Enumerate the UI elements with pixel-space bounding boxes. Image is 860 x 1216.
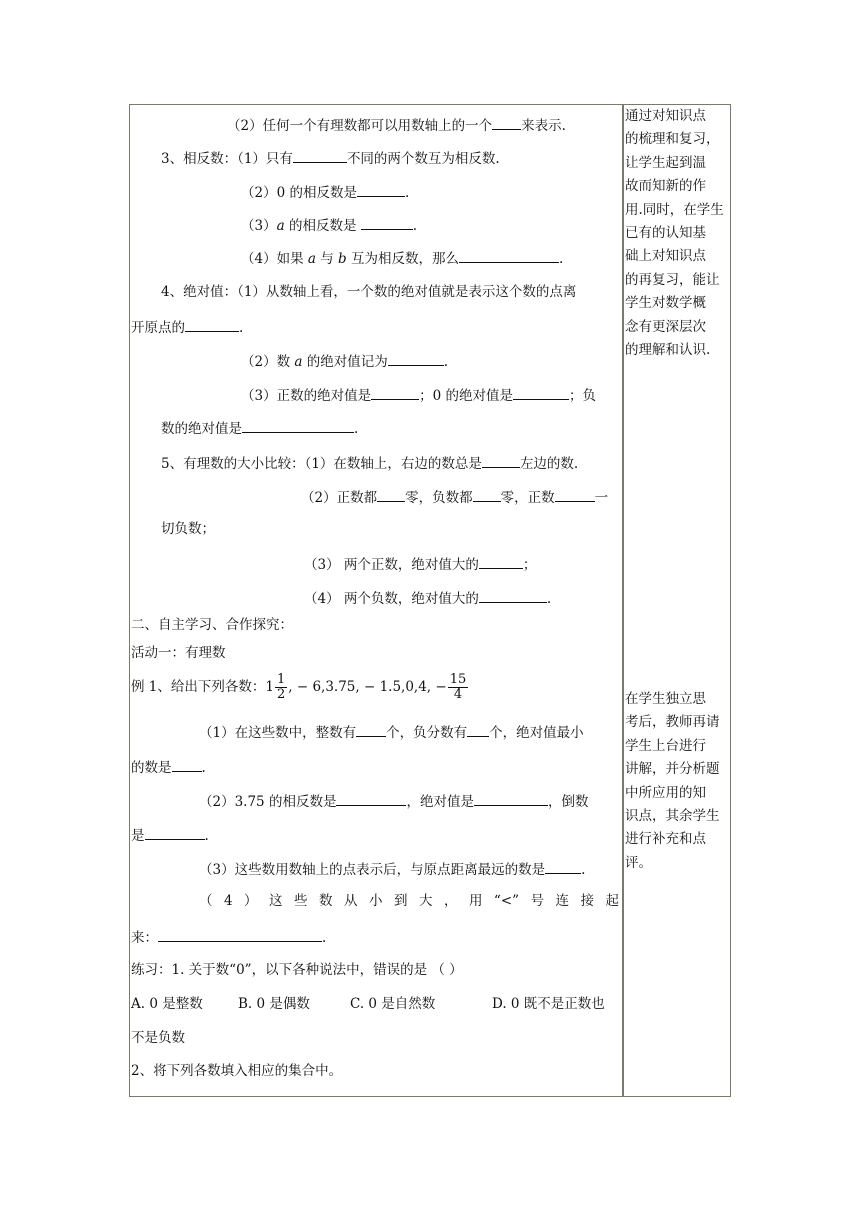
- fill-blank: [388, 352, 444, 366]
- fill-blank: [158, 928, 322, 942]
- fill-blank: [145, 826, 205, 840]
- text-line: 数的绝对值是 .: [161, 421, 359, 437]
- option-b: B. 0 是偶数: [238, 996, 310, 1012]
- text-line: 开原点的 .: [131, 320, 244, 336]
- fill-blank: [467, 723, 489, 737]
- fill-blank: [172, 758, 202, 772]
- text-line: （4） 两个负数，绝对值大的 .: [304, 591, 552, 607]
- fraction-fifteen-fourths: $\frac{15}{4}$: [449, 672, 467, 702]
- fill-blank: [293, 149, 347, 163]
- text-line: （2）3.75 的相反数是 ，绝对值是 ，倒数: [199, 794, 589, 810]
- fill-blank: [371, 386, 419, 400]
- text-line: 的数是 .: [131, 760, 206, 776]
- text-line: 5、有理数的大小比较：（1）在数轴上，右边的数总是 左边的数.: [161, 456, 579, 472]
- teaching-note-review: 通过对知识点 的梳理和复习， 让学生起到温 故而知新的作 用.同时，在学生 已有的认知基 础上对知识点 的再复习，能让 学生对数学概 念有更深层次 的理解和认识.: [625, 108, 724, 359]
- fill-blank: [492, 116, 521, 130]
- teaching-note-activity: 在学生独立思 考后，教师再请 学生上台进行 讲解，并分析题 中所应用的知 识点，其余学生 进行补充和点 评。: [625, 691, 720, 871]
- exercise-question: 练习：1. 关于数“0”，以下各种说法中，错误的是 （ ）: [131, 962, 463, 978]
- fill-blank: [357, 183, 405, 197]
- text-line: 4、绝对值：（1）从数轴上看，一个数的绝对值就是表示这个数的点离: [161, 284, 577, 300]
- fill-blank: [473, 488, 501, 502]
- fill-blank: [242, 419, 354, 433]
- text-line: （2）正数都 零，负数都 零，正数 一: [301, 490, 609, 506]
- section-heading: 二、自主学习、合作探究：: [131, 617, 293, 633]
- exercise-question: 2、将下列各数填入相应的集合中。: [131, 1063, 343, 1079]
- text-line: （2）任何一个有理数都可以用数轴上的一个 来表示.: [227, 118, 566, 134]
- example-line: 例 1、给出下列各数：1 $\frac{1}{2}$ , − 6,3.75, − 1.5,0,4, − $\frac{15}{4}$: [131, 672, 467, 702]
- text-line: 是 .: [131, 828, 209, 844]
- text-line: （2）数 a 的绝对值记为 .: [241, 354, 449, 370]
- text-line: （3）a 的相反数是 .: [241, 218, 418, 234]
- fill-blank: [482, 454, 520, 468]
- fill-blank: [356, 723, 386, 737]
- fill-blank: [545, 860, 581, 874]
- fill-blank: [513, 386, 569, 400]
- text-line: 3、相反数：（1）只有 不同的两个数互为相反数.: [161, 151, 500, 167]
- text-line: （4）如果 a 与 b 互为相反数，那么 .: [241, 251, 564, 267]
- text-line: （3）正数的绝对值是 ；0 的绝对值是 ；负: [241, 388, 596, 404]
- fill-blank: [555, 488, 595, 502]
- option-a: A. 0 是整数: [131, 996, 203, 1012]
- fill-blank: [336, 792, 406, 806]
- option-c: C. 0 是自然数: [350, 996, 436, 1012]
- text-line: （2）0 的相反数是 .: [241, 185, 410, 201]
- fill-blank: [459, 249, 559, 263]
- fill-blank: [361, 216, 413, 230]
- text-line: 切负数；: [161, 521, 215, 537]
- text-line: （4）这些数从小到大，用“<”号连接起: [199, 893, 619, 909]
- fill-blank: [185, 318, 239, 332]
- fill-blank: [479, 555, 523, 569]
- text-line: （1）在这些数中，整数有 个，负分数有 个，绝对值最小: [199, 725, 584, 741]
- text-line: 不是负数: [131, 1030, 185, 1046]
- text-line: （3） 两个正数，绝对值大的 ；: [304, 557, 537, 573]
- fill-blank: [377, 488, 405, 502]
- activity-heading: 活动一：有理数: [131, 645, 226, 661]
- text-line: （3）这些数用数轴上的点表示后，与原点距离最远的数是 .: [199, 862, 586, 878]
- column-divider: [622, 104, 624, 1097]
- option-d: D. 0 既不是正数也: [492, 996, 605, 1012]
- fill-blank: [474, 792, 548, 806]
- fraction-one-half: $\frac{1}{2}$: [276, 672, 286, 702]
- text-line: 来： .: [131, 930, 327, 946]
- fill-blank: [479, 589, 547, 603]
